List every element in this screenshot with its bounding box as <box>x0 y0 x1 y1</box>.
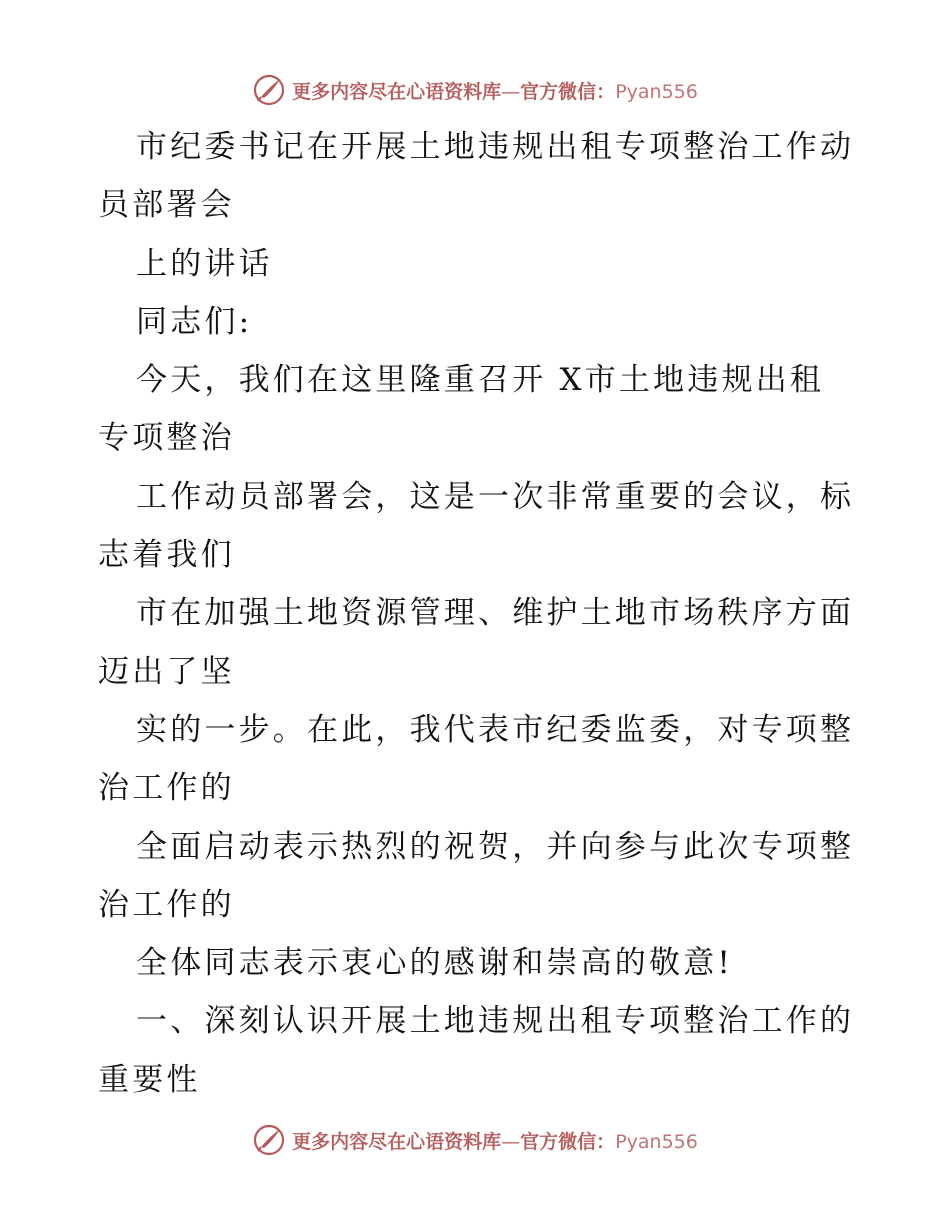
header-watermark <box>0 70 950 110</box>
text-line: 实的一步。在此，我代表市纪委监委，对专项整 <box>136 711 855 748</box>
document-body <box>98 118 858 1109</box>
text-line: 志着我们 <box>98 537 235 574</box>
section-heading-continued: 重要性 <box>98 1061 201 1098</box>
quill-logo-icon <box>252 1123 286 1157</box>
text-line: 上的讲话 <box>136 245 273 282</box>
watermark-text <box>292 1127 698 1154</box>
text-line: 治工作的 <box>98 770 235 807</box>
text-line: 市纪委书记在开展土地违规出租专项整治工作动 <box>136 129 855 165</box>
text-line: 治工作的 <box>98 886 235 923</box>
text-line: 同志们: <box>136 303 253 340</box>
watermark-contact-label: 官方微信： <box>520 1130 616 1153</box>
watermark-contact-label: 官方微信： <box>520 80 616 103</box>
text-line: 今天，我们在这里隆重召开 X市土地违规出租 <box>136 362 825 399</box>
text-line: 专项整治 <box>98 420 235 457</box>
watermark-contact-id: Pyan556 <box>615 1130 698 1153</box>
watermark-separator: — <box>501 1130 521 1153</box>
quill-logo-icon <box>252 73 286 107</box>
section-heading: 一、深刻认识开展土地违规出租专项整治工作的 <box>136 1003 855 1040</box>
text-line: 全体同志表示衷心的感谢和崇高的敬意! <box>136 945 734 982</box>
text-line: 市在加强土地资源管理、维护土地市场秩序方面 <box>136 595 855 632</box>
text-line: 全面启动表示热烈的祝贺，并向参与此次专项整 <box>136 828 855 865</box>
watermark-text <box>292 77 698 104</box>
watermark-contact-id: Pyan556 <box>615 80 698 103</box>
text-line: 迈出了坚 <box>98 653 235 690</box>
footer-watermark <box>0 1120 950 1160</box>
watermark-site: 更多内容尽在心语资料库 <box>292 1130 502 1153</box>
watermark-separator: — <box>501 80 521 103</box>
text-line: 员部署会 <box>98 187 235 224</box>
watermark-site: 更多内容尽在心语资料库 <box>292 80 502 103</box>
text-line: 工作动员部署会，这是一次非常重要的会议，标 <box>136 478 855 515</box>
